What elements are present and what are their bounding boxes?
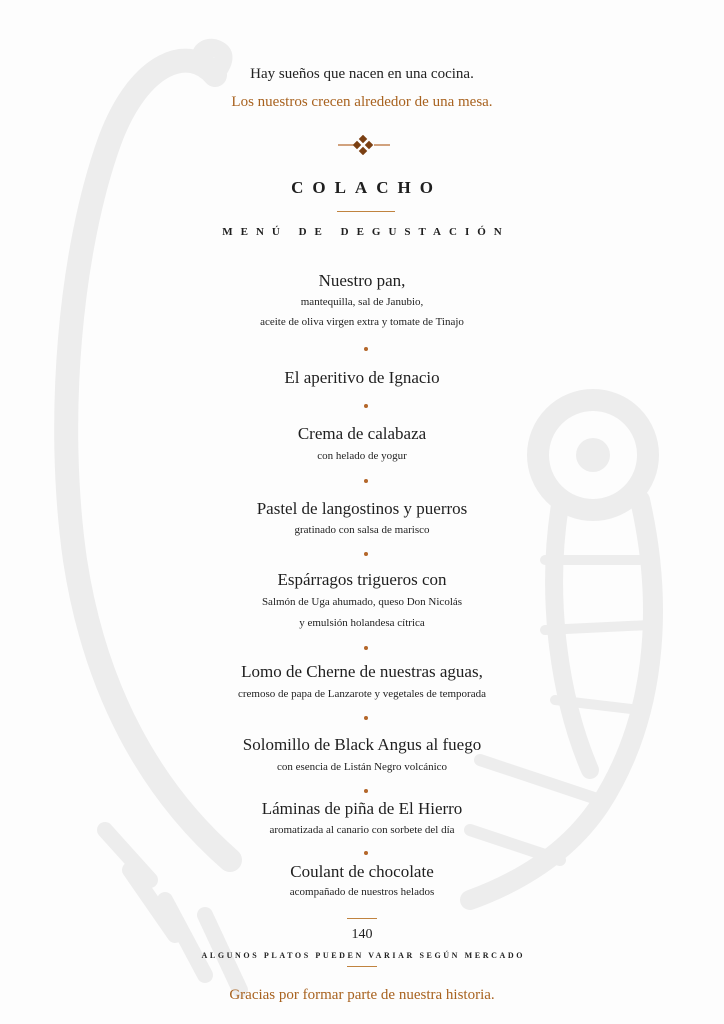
dish-description: Salmón de Uga ahumado, queso Don Nicolás	[261, 596, 463, 608]
dish-title: Lomo de Cherne de nuestras aguas,	[241, 662, 483, 681]
dish-description: aceite de oliva virgen extra y tomate de Tinajo	[260, 316, 464, 328]
dot-separator-icon	[364, 789, 368, 793]
market-note: ALGUNOS PLATOS PUEDEN VARIAR SEGÚN MERCADO	[201, 951, 526, 960]
thanks-message: Gracias por formar parte de nuestra historia.	[229, 987, 495, 1003]
brand-name: COLACHO	[291, 178, 442, 197]
dish-title: Pastel de langostinos y puerros	[256, 499, 468, 518]
price-divider-bottom	[347, 966, 377, 967]
dish-description: gratinado con salsa de marisco	[294, 524, 430, 536]
dish-title: El aperitivo de Ignacio	[284, 368, 440, 387]
dish-title: Láminas de piña de El Hierro	[261, 799, 463, 818]
dot-separator-icon	[364, 552, 368, 556]
dish-description: con helado de yogur	[317, 450, 407, 462]
dish-title: Espárragos trigueros con	[277, 570, 447, 589]
dish-description: con esencia de Listán Negro volcánico	[276, 761, 448, 773]
dish-description: y emulsión holandesa cítrica	[299, 617, 425, 629]
dish-description: cremoso de papa de Lanzarote y vegetales de temporada	[238, 688, 486, 700]
dot-separator-icon	[364, 851, 368, 855]
dot-separator-icon	[364, 479, 368, 483]
dish-description: acompañado de nuestros helados	[289, 886, 435, 898]
brand-divider	[337, 211, 395, 212]
price-divider-top	[347, 918, 377, 919]
dish-title: Crema de calabaza	[297, 424, 427, 443]
menu-price: 140	[351, 927, 373, 942]
diamond-ornament-icon	[0, 135, 724, 155]
dot-separator-icon	[364, 347, 368, 351]
tagline-line-2: Los nuestros crecen alrededor de una mesa.	[231, 94, 493, 110]
tagline-line-1: Hay sueños que nacen en una cocina.	[250, 66, 474, 82]
dot-separator-icon	[364, 646, 368, 650]
menu-title: MENÚ DE DEGUSTACIÓN	[222, 226, 510, 238]
dot-separator-icon	[364, 716, 368, 720]
dish-title: Coulant de chocolate	[290, 862, 434, 881]
dot-separator-icon	[364, 404, 368, 408]
dish-description: mantequilla, sal de Janubio,	[300, 296, 424, 308]
dish-title: Nuestro pan,	[318, 271, 406, 290]
dish-description: aromatizada al canario con sorbete del día	[269, 824, 455, 836]
dish-title: Solomillo de Black Angus al fuego	[242, 735, 482, 754]
